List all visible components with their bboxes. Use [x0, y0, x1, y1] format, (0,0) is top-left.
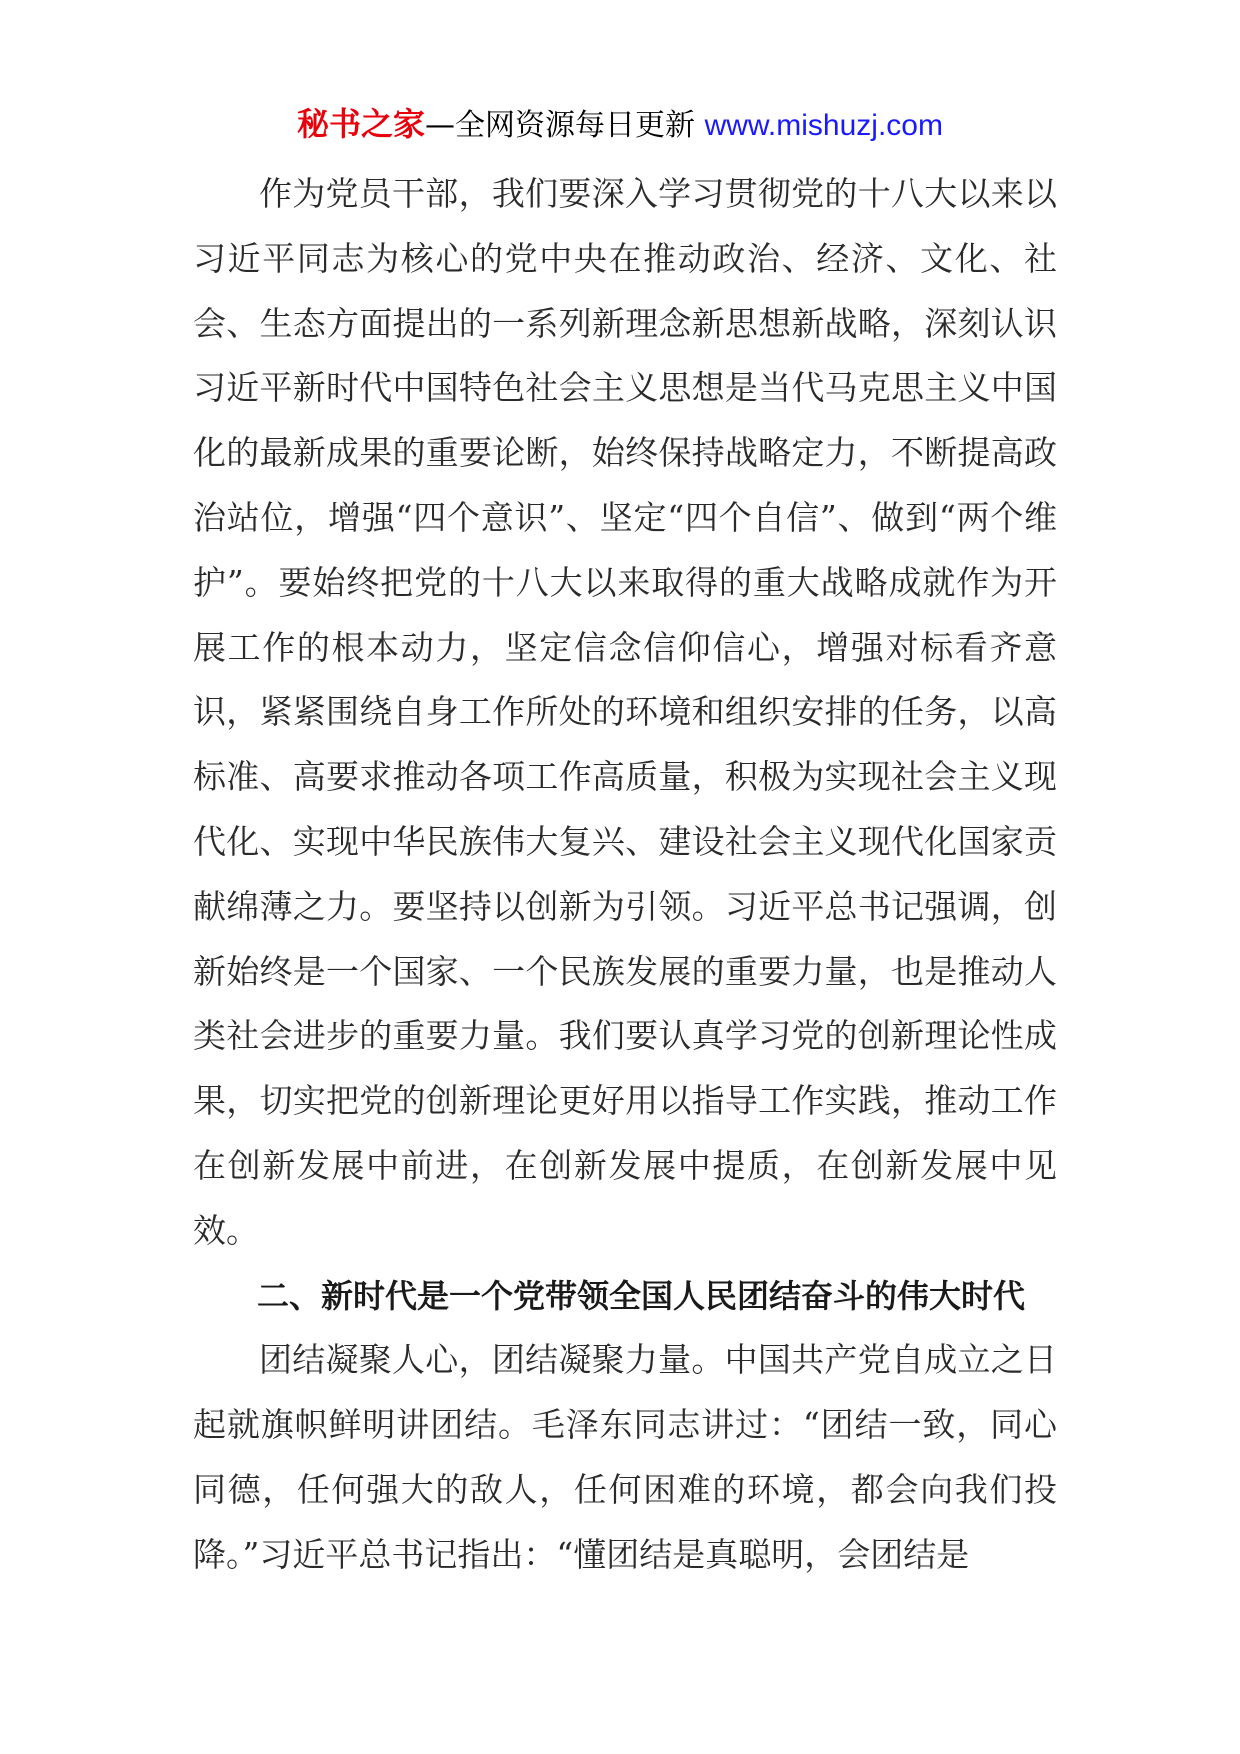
body-paragraph: 团结凝聚人心，团结凝聚力量。中国共产党自成立之日起就旗帜鲜明讲团结。毛泽东同志讲过：“团结一致，同心同德，任何强大的敌人，任何困难的环境，都会向我们投降。”习近平总书记指出：“懂团结是真聪明，会团结是 [193, 1340, 1057, 1574]
section-heading: 二、新时代是一个党带领全国人民团结奋斗的伟大时代 [257, 1276, 1026, 1315]
header-tagline: —全网资源每日更新 [425, 108, 696, 143]
body-paragraph: 作为党员干部，我们要深入学习贯彻党的十八大以来以习近平同志为核心的党中央在推动政治、经济、文化、社会、生态方面提出的一系列新理念新思想新战略，深刻认识习近平新时代中国特色社会主义思想是当代马克思主义中国化的最新成果的重要论断，始终保持战略定力，不断提高政治站位，增强“四个意识”、坚定“四个自信”、做到“两个维护”。要始终把党的十八大以来取得的重大战略成就作为开展工作的根本动力，坚定信念信仰信心，增强对标看齐意识，紧紧围绕自身工作所处的环境和组织安排的任务，以高标准、高要求推动各项工作高质量，积极为实现社会主义现代化、实现中华民族伟大复兴、建设社会主义现代化国家贡献绵薄之力。要坚持以创新为引领。习近平总书记强调，创新始终是一个国家、一个民族发展的重要力量，也是推动人类社会进步的重要力量。我们要认真学习党的创新理论性成果，切实把党的创新理论更好用以指导工作实践，推动工作在创新发展中前进，在创新发展中提质，在创新发展中见效。 [193, 174, 1057, 1250]
document-body [193, 162, 1057, 1588]
brand-name: 秘书之家 [297, 105, 426, 143]
page-header [0, 100, 1240, 150]
site-url-link[interactable]: www.mishuzj.com [704, 109, 943, 142]
